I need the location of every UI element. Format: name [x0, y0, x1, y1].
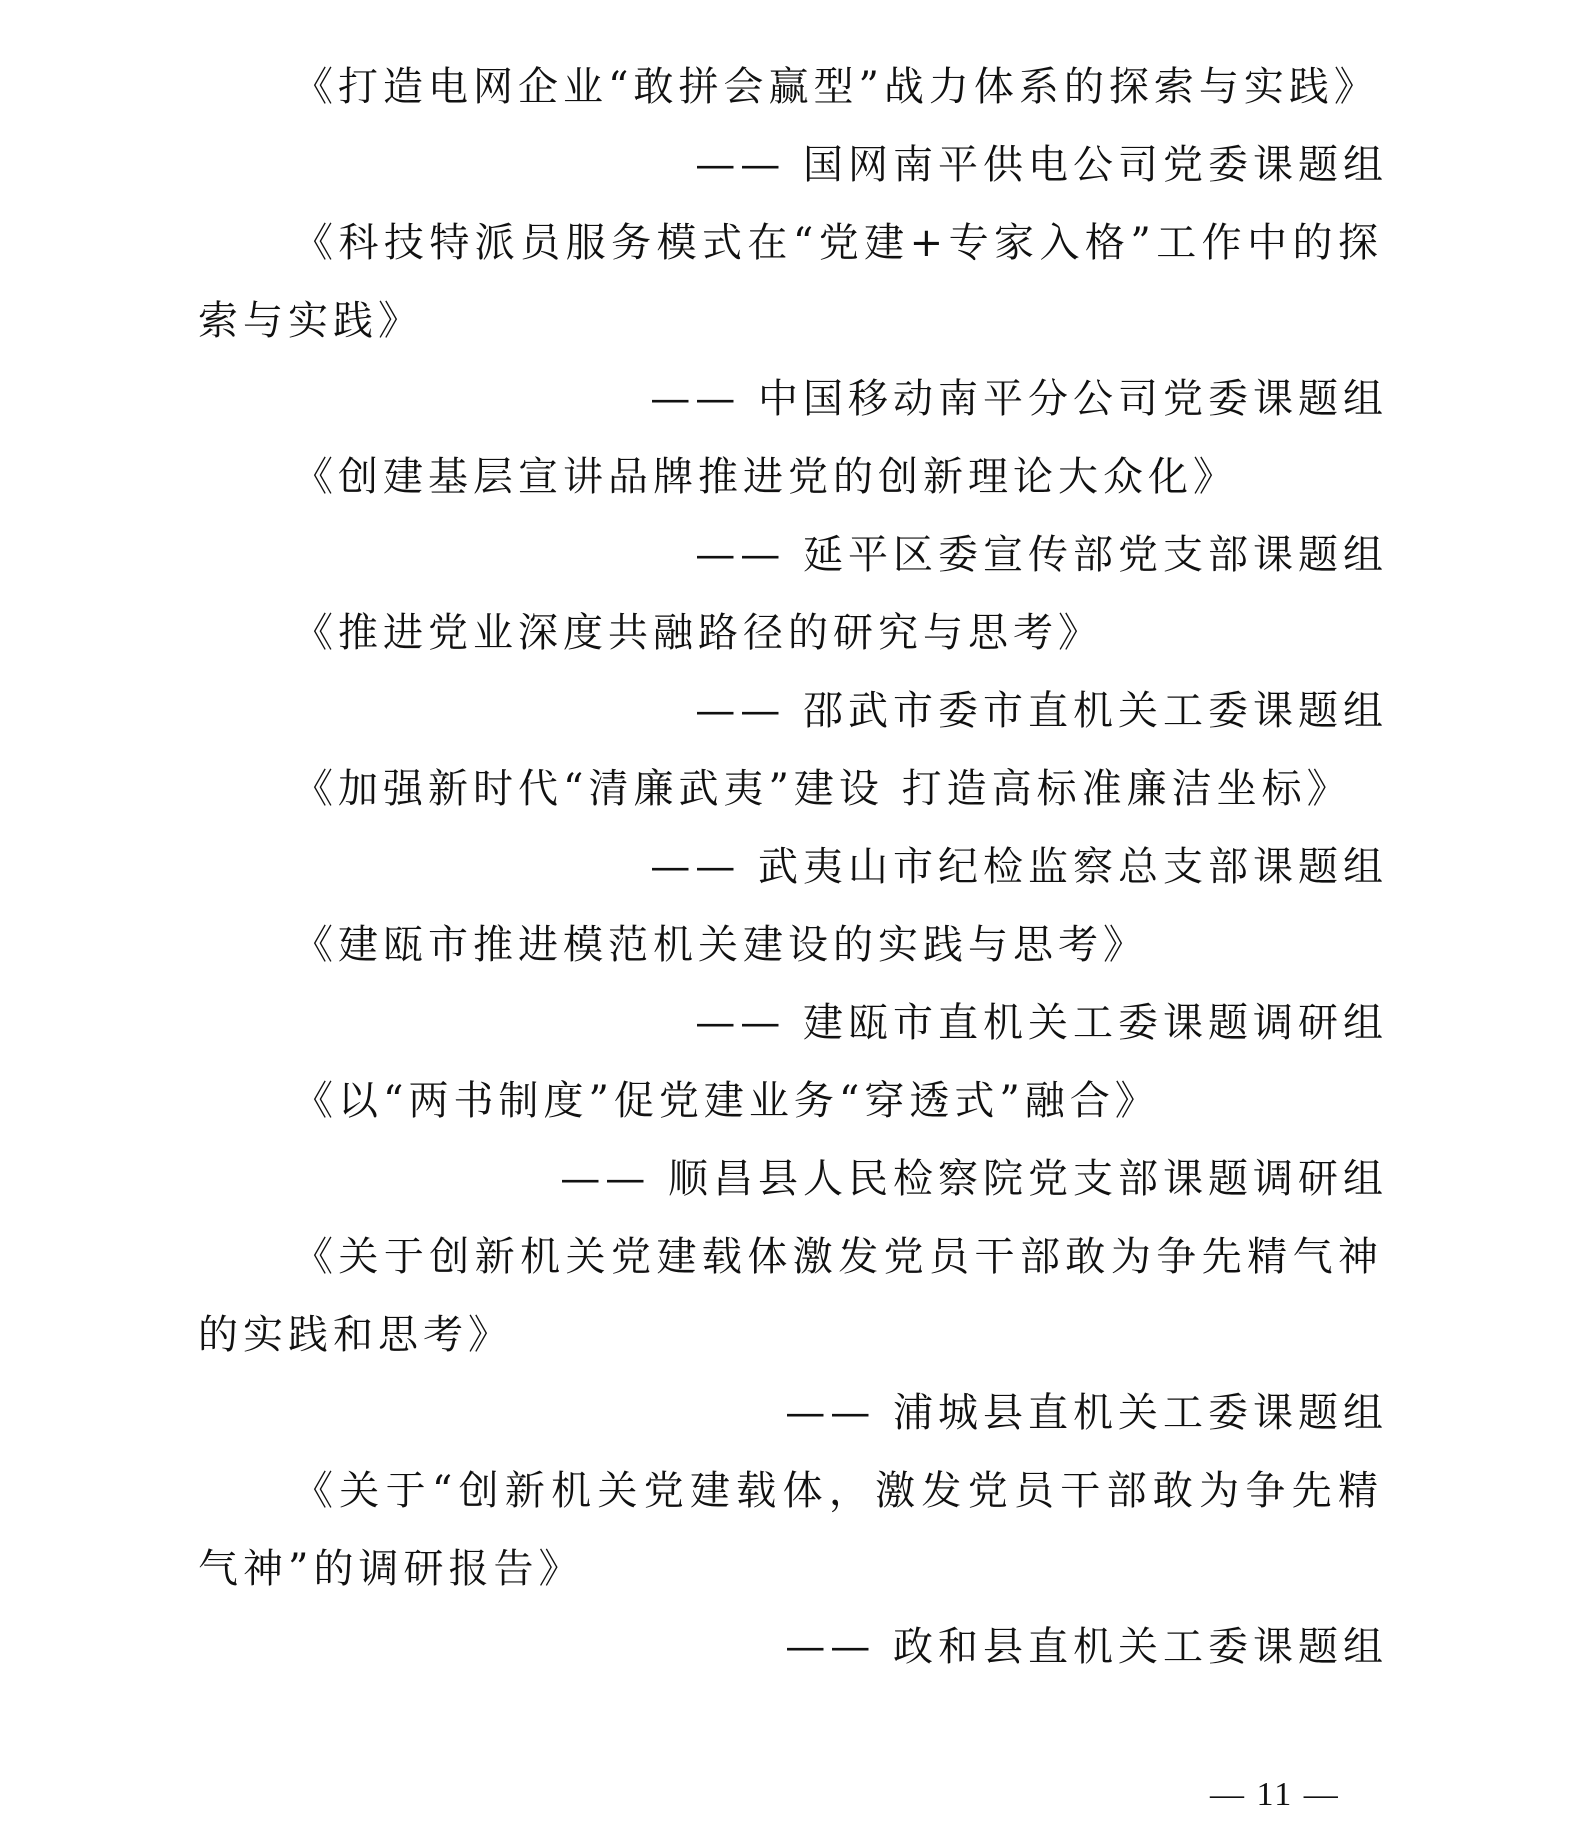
- list-item: [198, 204, 1388, 438]
- document-body: [198, 48, 1388, 1686]
- report-author: —— 武夷山市纪检监察总支部课题组: [650, 844, 1388, 890]
- report-title: 《科技特派员服务模式在“党建+专家入格”工作中的探索与实践》: [198, 220, 1383, 344]
- report-author: —— 延平区委宣传部党支部课题组: [695, 532, 1388, 578]
- report-author: —— 政和县直机关工委课题组: [785, 1624, 1388, 1670]
- list-item: [198, 1218, 1388, 1452]
- report-author: —— 顺昌县人民检察院党支部课题调研组: [560, 1156, 1388, 1202]
- list-item: [198, 438, 1388, 594]
- report-title: 《关于创新机关党建载体激发党员干部敢为争先精气神的实践和思考》: [198, 1234, 1383, 1358]
- report-title: 《推进党业深度共融路径的研究与思考》: [293, 610, 1103, 656]
- report-author: —— 邵武市委市直机关工委课题组: [695, 688, 1388, 734]
- report-title: 《打造电网企业“敢拼会赢型”战力体系的探索与实践》: [293, 64, 1379, 110]
- list-item: [198, 750, 1388, 906]
- report-title: 《创建基层宣讲品牌推进党的创新理论大众化》: [293, 454, 1238, 500]
- report-title: 《加强新时代“清廉武夷”建设 打造高标准廉洁坐标》: [293, 766, 1352, 812]
- report-author: —— 国网南平供电公司党委课题组: [695, 142, 1388, 188]
- report-author: —— 浦城县直机关工委课题组: [785, 1390, 1388, 1436]
- list-item: [198, 48, 1388, 204]
- report-title: 《关于“创新机关党建载体，激发党员干部敢为争先精气神”的调研报告》: [198, 1468, 1383, 1592]
- list-item: [198, 1062, 1388, 1218]
- list-item: [198, 906, 1388, 1062]
- report-title: 《以“两书制度”促党建业务“穿透式”融合》: [293, 1078, 1160, 1124]
- list-item: [198, 594, 1388, 750]
- page-number: — 11 —: [1210, 1776, 1340, 1813]
- report-author: —— 中国移动南平分公司党委课题组: [650, 376, 1388, 422]
- report-author: —— 建瓯市直机关工委课题调研组: [695, 1000, 1388, 1046]
- list-item: [198, 1452, 1388, 1686]
- report-title: 《建瓯市推进模范机关建设的实践与思考》: [293, 922, 1148, 968]
